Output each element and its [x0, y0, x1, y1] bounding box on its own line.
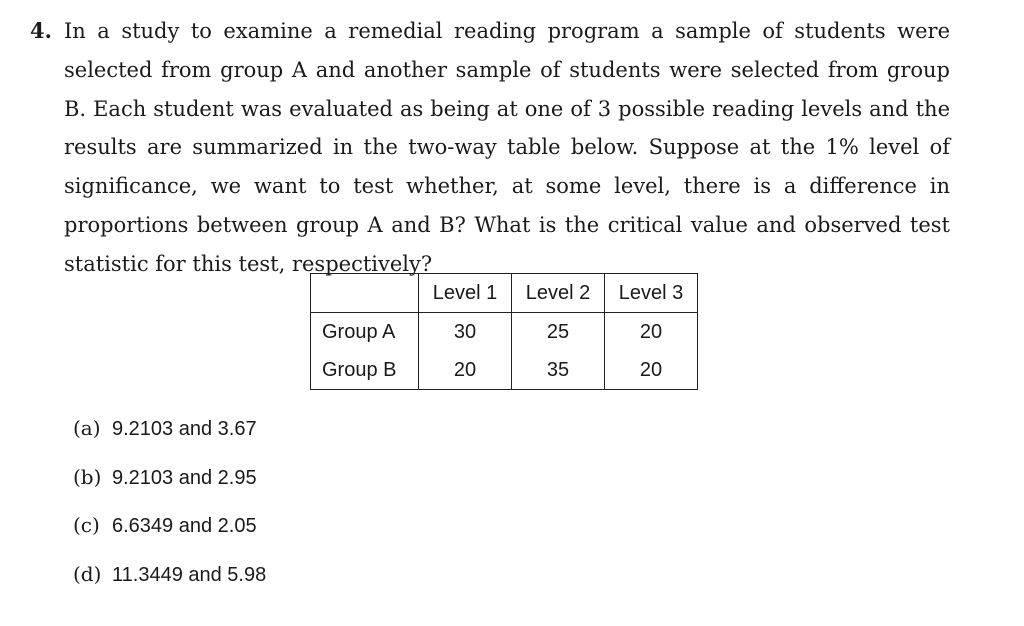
column-header: Level 3: [605, 274, 698, 313]
choice-text: 9.2103 and 3.67: [112, 418, 257, 440]
table-cell: 30: [419, 313, 512, 352]
table-row: [311, 313, 698, 352]
row-header: Group B: [311, 351, 419, 390]
table-cell: 20: [605, 351, 698, 390]
choice-c[interactable]: [73, 506, 266, 555]
choice-text: 6.6349 and 2.05: [112, 515, 257, 537]
table-cell: 20: [419, 351, 512, 390]
choice-letter: (b): [73, 464, 102, 489]
table-cell: 35: [512, 351, 605, 390]
table-cell: 25: [512, 313, 605, 352]
choice-text: 11.3449 and 5.98: [112, 563, 267, 586]
choice-letter: (c): [73, 513, 100, 537]
table-row: [311, 351, 698, 390]
choice-letter: (d): [73, 561, 102, 586]
choice-d[interactable]: [73, 555, 266, 604]
table-header-row: [311, 274, 698, 313]
choice-text: 9.2103 and 2.95: [112, 466, 257, 489]
table-cell: 20: [605, 313, 698, 352]
column-header: Level 2: [512, 274, 605, 313]
question-number: 4.: [30, 18, 52, 43]
two-way-table: [310, 273, 698, 390]
choice-a[interactable]: [73, 409, 266, 458]
answer-choices: [73, 409, 266, 603]
question-text: In a study to examine a remedial reading program a sample of students were selected from group A and another sample of students were selected from group B. Each student was evaluated as being at one of 3 possible reading levels and the results are summarized in the two-way table below. Suppose at the 1% level of significance, we want to test whether, at some level, there is a difference in proportions between group A and B? What is the critical value and observed test statistic for this test, respectively?: [64, 19, 950, 276]
row-header: Group A: [311, 313, 419, 352]
table-corner-cell: [311, 274, 419, 313]
choice-b[interactable]: [73, 458, 266, 507]
choice-letter: (a): [73, 416, 101, 440]
column-header: Level 1: [419, 274, 512, 313]
question-block: [30, 12, 950, 284]
